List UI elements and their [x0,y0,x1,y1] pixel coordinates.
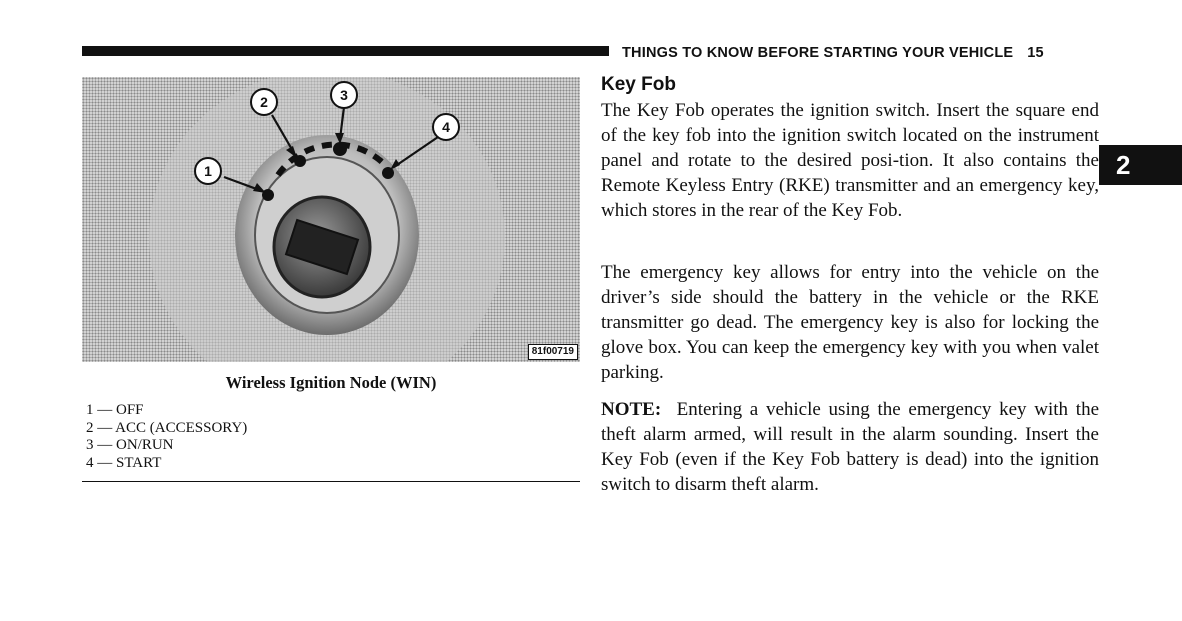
running-header [622,45,1044,63]
note-label: NOTE: [601,399,662,420]
section-heading: Key Fob [601,74,676,95]
page-number: 15 [1027,45,1044,61]
callout-2-label: 2 [260,94,268,110]
running-title: THINGS TO KNOW BEFORE STARTING YOUR VEHICLE [622,45,1014,61]
paragraph-2: The emergency key allows for entry into the vehicle on the driver’s side should the battery in the vehicle or the RKE transmitter go dead. The emergency key is also for locking the glove box. You can keep the emergency key with you when valet parking. [601,262,1099,383]
callout-3-label: 3 [340,87,348,103]
legend-item: 3 — ON/RUN [86,437,174,453]
note-paragraph [601,397,1099,497]
figure-legend [86,402,247,472]
callout-4-label: 4 [442,119,450,135]
legend-item: 4 — START [86,454,162,471]
chapter-tab[interactable]: 2 [1099,145,1182,185]
paragraph-1: The Key Fob operates the ignition switch. Insert the square end of the key fob into the ignition switch located on the instrument panel and rotate to the desired posi-tion. It also contains the Remote Keyless Entry (RKE) transmitter and an emergency key, which stores in the rear of the Key Fob. [601,100,1099,221]
ignition-figure [82,77,580,362]
header-rule [82,46,609,56]
legend-item: 1 — OFF [86,402,144,418]
legend-item: 2 — ACC (ACCESSORY) [86,419,248,436]
legend-rule [82,481,580,482]
callout-1-label: 1 [204,163,212,179]
ignition-illustration [82,77,580,362]
figure-caption: Wireless Ignition Node (WIN) [225,373,437,392]
note-text: Entering a vehicle using the emergency key with the theft alarm armed, will result in the alarm sounding. Insert the Key Fob (even if the Key Fob battery is dead) into the ignition switch to disarm theft alarm. [601,399,1099,495]
figure-code: 81f00719 [528,344,578,360]
